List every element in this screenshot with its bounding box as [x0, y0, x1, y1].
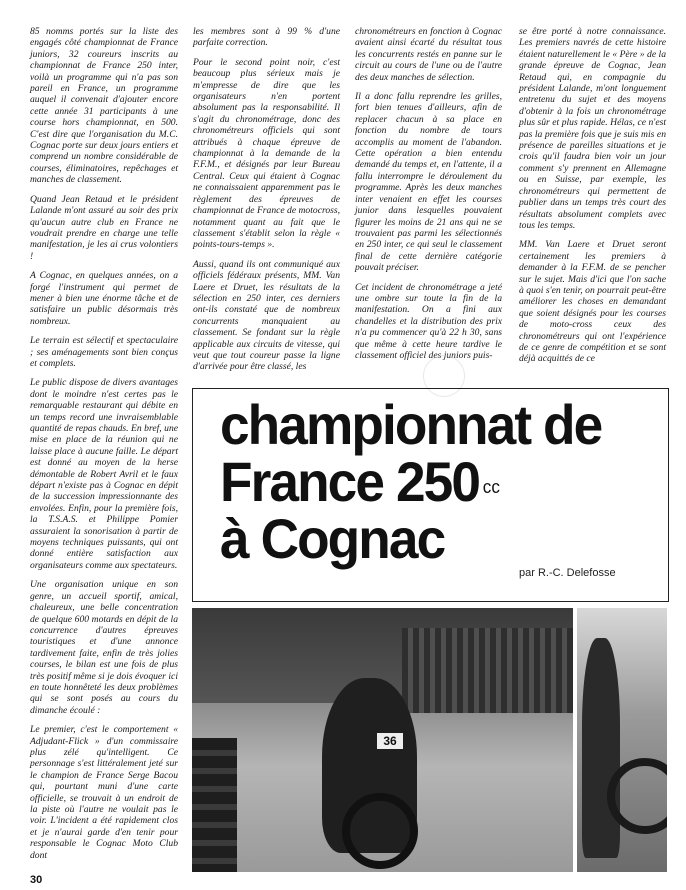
paragraph: Cet incident de chronométrage a jeté une ombre sur toute la fin de la manifestation. On a fini aux chandelles et la distribution des prix n'a pu commencer qu'à 22 h 30, sans que même à cette heure tardive le classement officiel des juniors puis-	[355, 281, 502, 361]
text-column-2	[193, 26, 340, 381]
paragraph: Il a donc fallu reprendre les grilles, fort bien tenues d'ailleurs, afin de replacer chacun à sa place en fonction du nombre de tours accomplis au moment de l'abandon. Cette opération a bien entendu demandé du temps et, en l'attente, il a fallu interrompre le déroulement du programme. Après les deux manches inter venaient en effet les courses junior dans lesquelles pouvaient figurer les moins de 21 ans qui ne se trouvaient pas parmi les sélectionnés en 250 inter, ce qui seul le classement final de cette dernière catégorie pouvait préciser.	[355, 91, 502, 274]
paragraph: A Cognac, en quelques années, on a forgé l'instrument qui permet de mener à bien une énorme tâche et de satisfaire un public désormais très nombreux.	[30, 270, 178, 327]
motocross-photo	[192, 608, 573, 872]
title-line-3: à Cognac	[220, 507, 445, 570]
title-line-2-text: France 250	[220, 450, 480, 513]
photo-front-wheel	[342, 793, 418, 869]
page-number: 30	[30, 874, 43, 886]
paragraph: les membres sont à 99 % d'une parfaite correction.	[193, 26, 340, 49]
photo-tyre-barrier	[192, 738, 237, 872]
official-photo	[577, 608, 667, 872]
photo-official-person	[582, 638, 620, 858]
text-column-1	[30, 26, 178, 869]
paragraph: Une organisation unique en son genre, un accueil sportif, amical, chaleureux, une belle concentration de quelque 600 motards en dépit de la concurrence d'autres épreuves touristiques et d'une annonce tardivement faite, enfin de très jolies courses, le bilan est une fois de plus très positif même si je dois évoquer ici en toute honnêteté les deux problèmes qui se sont posés au cours du dimanche écoulé :	[30, 579, 178, 716]
paragraph: Le public dispose de divers avantages dont le moindre n'est certes pas le remarquable restaurant qui débite en un temps record une invraisemblable quantité de repas chauds. En bref, une mise en place de la réunion qui ne laisse place à aucune faille. Le départ est donné au moyen de la herse démontable de Robert Avril et le faux départ n'existe pas à Cognac en dépit de la succession impressionnante des envolées. Enfin, pour la première fois, la T.S.A.S. et Philippe Pomier assuraient la sonorisation à partir de moyens techniques puissants, qui ont donné entière satisfaction aux organisateurs comme aux spectateurs.	[30, 377, 178, 571]
paragraph: Aussi, quand ils ont communiqué aux officiels fédéraux présents, MM. Van Laere et Druet, les résultats de la sélection en 250 inter, ces derniers ont-ils constaté que de nombreux concurrents manquaient au classement. Se fondant sur la règle applicable aux circuits de vitesse, qui veut que tout coureur passe la ligne d'arrivée pour être classé, les	[193, 258, 340, 373]
title-line-2	[220, 450, 601, 513]
title-cc-superscript: cc	[482, 477, 500, 497]
paragraph: se être porté à notre connaissance. Les premiers navrés de cette histoire étaient naturellement le « Père » de la grande épreuve de Cognac, Jean Retaud qui, en compagnie du président Lalande, m'ont longuement entretenu du sujet et des moyens d'obtenir à la fois un chronométrage plus sûr et plus rapide. Hélas, ce n'est pas la première fois que je suis mis en présence de pareilles situations et je crois qu'il faudra bien voir un jour comment s'y prennent en Allemagne ou en Suisse, par exemple, les chronométreurs qui permettent de publier dans un temps très court des résultats absolument complets avec tous les temps.	[519, 26, 666, 231]
paragraph: 85 nomms portés sur la liste des engagés côté championnat de France juniors, 32 coureurs inscrits au championnat de France 250 inter, voilà un programme qui n'a pas son pareil en France, un programme auquel il convenait d'ajouter encore cette année 31 participants à une course hors championnat, en 500. C'est dire que l'organisation du M.C. Cognac porte sur deux jours entiers et comprend un nombre considérable de courses, éliminatoires, repêchages et manches de classement.	[30, 26, 178, 186]
paragraph: MM. Van Laere et Druet seront certainement les premiers à demander à la F.F.M. de se pencher sur le sujet. Mais d'ici que l'on sache à quoi s'en tenir, on pourrait peut-être améliorer les choses en demandant que soient désignés pour les courses de moto-cross ceux des chronométreurs qui ont l'expérience de ce genre de compétition et se sont déjà acquittés de ce	[519, 239, 666, 365]
photo-crowd	[402, 628, 573, 713]
paragraph: Quand Jean Retaud et le président Lalande m'ont assuré au soir des prix qu'aucun autre club en France ne voudrait prendre en charge une telle manifestation, je les ai crus volontiers !	[30, 193, 178, 262]
article-title	[220, 393, 602, 570]
byline: par R.-C. Delefosse	[519, 567, 616, 579]
text-column-4	[519, 26, 666, 373]
paragraph: chronométreurs en fonction à Cognac avaient ainsi écarté du résultat tous les concurrents restés en panne sur le circuit au cours de l'une ou de l'autre des deux manches de sélection.	[355, 26, 502, 83]
paragraph: Le terrain est sélectif et spectaculaire ; ses aménagements sont bien conçus et complets.	[30, 335, 178, 369]
rider-number-plate: 36	[377, 733, 403, 749]
paragraph: Pour le second point noir, c'est beaucoup plus sérieux mais je m'empresse de dire que les organisateurs n'en portent absolument pas la responsabilité. Il s'agit du chronométrage, donc des chronométreurs officiels qui sont attribués à chaque épreuve de championnat à la demande de la F.F.M., et désignés par leur Bureau Central. Ceux qui étaient à Cognac ne connaissaient apparemment pas le règlement des épreuves de championnat de France de motocross, notamment quant au fait que le classement s'établit selon la règle « points-tours-temps ».	[193, 56, 340, 251]
paragraph: Le premier, c'est le comportement « Adjudant-Flick » d'un commissaire plus zélé qu'intelligent. Ce personnage s'est littéralement jeté sur le champion de France Serge Bacou qui, pourtant muni d'une carte officielle, se trouvait à un endroit de la piste où l'autre ne voulait pas le voir. L'incident a été rapidement clos et je n'aurai garde d'en tenir pour responsable le Cognac Moto Club dont	[30, 724, 178, 861]
text-column-3	[355, 26, 502, 369]
title-line-1: championnat de	[220, 393, 602, 456]
